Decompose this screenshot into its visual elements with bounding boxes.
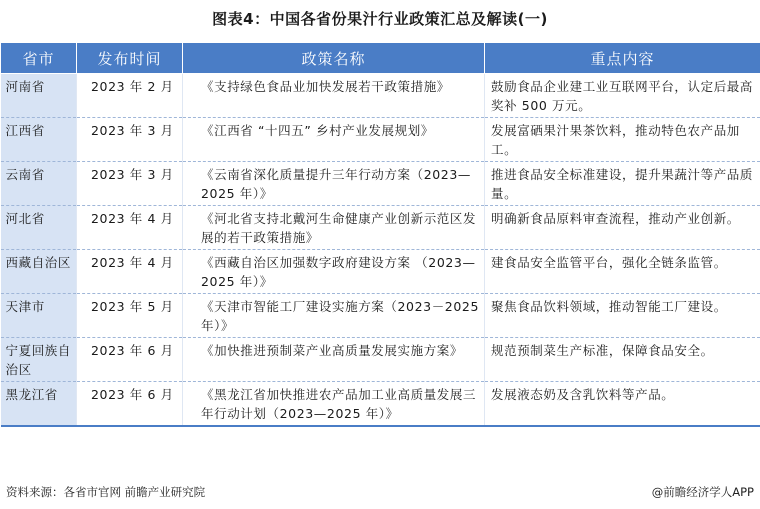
cell-province: 江西省 — [1, 118, 77, 162]
table-row — [1, 118, 760, 162]
cell-key-content: 明确新食品原料审查流程，推动产业创新。 — [485, 206, 760, 250]
table-row — [1, 162, 760, 206]
cell-policy-name: 《加快推进预制菜产业高质量发展实施方案》 — [183, 338, 485, 382]
cell-date: 2023 年 4 月 — [77, 206, 183, 250]
page-title: 图表4：中国各省份果汁行业政策汇总及解读(一) — [212, 10, 548, 28]
cell-policy-name: 《江西省 “十四五” 乡村产业发展规划》 — [183, 118, 485, 162]
cell-province: 宁夏回族自治区 — [1, 338, 77, 382]
cell-key-content: 建食品安全监管平台，强化全链条监管。 — [485, 250, 760, 294]
cell-province: 河北省 — [1, 206, 77, 250]
cell-date: 2023 年 6 月 — [77, 382, 183, 427]
source-note: 资料来源：各省市官网 前瞻产业研究院 — [6, 485, 206, 499]
cell-key-content: 聚焦食品饮料领域，推动智能工厂建设。 — [485, 294, 760, 338]
cell-date: 2023 年 3 月 — [77, 118, 183, 162]
cell-policy-name: 《黑龙江省加快推进农产品加工业高质量发展三年行动计划（2023—2025 年）》 — [183, 382, 485, 427]
cell-policy-name: 《支持绿色食品业加快发展若干政策措施》 — [183, 74, 485, 118]
cell-date: 2023 年 3 月 — [77, 162, 183, 206]
cell-province: 云南省 — [1, 162, 77, 206]
table-row — [1, 206, 760, 250]
cell-key-content: 推进食品安全标准建设，提升果蔬汁等产品质量。 — [485, 162, 760, 206]
cell-key-content: 规范预制菜生产标准，保障食品安全。 — [485, 338, 760, 382]
header-policy-name: 政策名称 — [183, 43, 485, 74]
table-row — [1, 338, 760, 382]
table-header-row — [1, 43, 760, 74]
cell-date: 2023 年 4 月 — [77, 250, 183, 294]
cell-province: 天津市 — [1, 294, 77, 338]
cell-key-content: 发展富硒果汁果茶饮料，推动特色农产品加工。 — [485, 118, 760, 162]
cell-date: 2023 年 2 月 — [77, 74, 183, 118]
policy-table — [0, 42, 760, 427]
footer — [6, 484, 754, 500]
cell-date: 2023 年 5 月 — [77, 294, 183, 338]
header-date: 发布时间 — [77, 43, 183, 74]
cell-policy-name: 《天津市智能工厂建设实施方案（2023－2025 年）》 — [183, 294, 485, 338]
table-row — [1, 74, 760, 118]
cell-policy-name: 《河北省支持北戴河生命健康产业创新示范区发展的若干政策措施》 — [183, 206, 485, 250]
table-row — [1, 294, 760, 338]
header-key-content: 重点内容 — [485, 43, 760, 74]
table-row — [1, 250, 760, 294]
credit-note: @前瞻经济学人APP — [651, 485, 754, 499]
cell-key-content: 发展液态奶及含乳饮料等产品。 — [485, 382, 760, 427]
cell-province: 西藏自治区 — [1, 250, 77, 294]
cell-policy-name: 《云南省深化质量提升三年行动方案（2023—2025 年）》 — [183, 162, 485, 206]
cell-date: 2023 年 6 月 — [77, 338, 183, 382]
cell-province: 河南省 — [1, 74, 77, 118]
cell-key-content: 鼓励食品企业建工业互联网平台，认定后最高奖补 500 万元。 — [485, 74, 760, 118]
cell-policy-name: 《西藏自治区加强数字政府建设方案 （2023—2025 年）》 — [183, 250, 485, 294]
table-row — [1, 382, 760, 427]
header-province: 省市 — [1, 43, 77, 74]
cell-province: 黑龙江省 — [1, 382, 77, 427]
